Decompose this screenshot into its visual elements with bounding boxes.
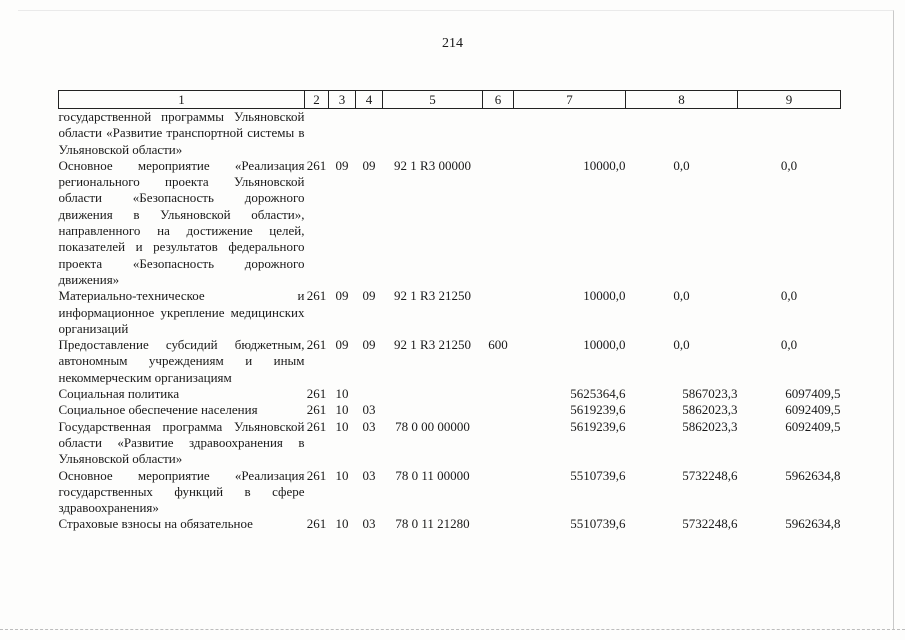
- cell-col4: 09: [362, 337, 376, 353]
- column-header: 4: [356, 91, 383, 109]
- cell-col2: 261: [306, 288, 327, 304]
- row-name: Основное мероприятие «Реализация государственных функций в сфере здравоохранения»: [58, 467, 305, 516]
- page-number: 214: [442, 36, 463, 51]
- cell-col9: 5962634,8: [785, 467, 841, 483]
- cell-col7: 10000,0: [583, 157, 626, 173]
- table-row: [59, 386, 841, 402]
- cell-col7: 5619239,6: [570, 402, 626, 418]
- cell-col6: 600: [488, 337, 508, 353]
- cell-col9: 5962634,8: [785, 516, 841, 532]
- cell-col9: [738, 109, 841, 158]
- cell-col2: 261: [306, 418, 327, 434]
- table-row: [59, 468, 841, 517]
- table-row: [59, 419, 841, 468]
- cell-col9: 6097409,5: [785, 386, 841, 402]
- cell-col2: 261: [306, 337, 327, 353]
- cell-col8: 0,0: [673, 288, 690, 304]
- cell-col4: 09: [362, 157, 376, 173]
- cell-col8: 5732248,6: [682, 467, 738, 483]
- cell-col2: 261: [306, 386, 327, 402]
- table-row: [59, 337, 841, 386]
- row-name: Социальная политика: [58, 386, 180, 402]
- cell-col9: 0,0: [780, 288, 798, 304]
- row-name: Социальное обеспечение населения: [58, 402, 258, 418]
- cell-col7: 5619239,6: [570, 418, 626, 434]
- table-row: [59, 288, 841, 337]
- cell-col2: 261: [306, 402, 327, 418]
- table-header-row: [59, 91, 841, 109]
- column-header: 3: [329, 91, 356, 109]
- cell-col4: [356, 109, 383, 158]
- cell-col6: [483, 288, 514, 337]
- cell-col2: 261: [306, 157, 327, 173]
- column-header: 7: [514, 91, 626, 109]
- table-row: [59, 516, 841, 532]
- cell-col6: [483, 402, 514, 418]
- cell-col5: 92 1 R3 21250: [394, 337, 471, 353]
- cell-col2: 261: [306, 467, 327, 483]
- cell-col6: [483, 158, 514, 288]
- table-row: [59, 109, 841, 158]
- cell-col7: 5510739,6: [570, 516, 626, 532]
- cell-col7: 5510739,6: [570, 467, 626, 483]
- cell-col2: [305, 109, 329, 158]
- cell-col6: [483, 419, 514, 468]
- table-row: [59, 158, 841, 288]
- cell-col6: [483, 109, 514, 158]
- cell-col5: [383, 109, 483, 158]
- cell-col5: 78 0 11 21280: [395, 516, 470, 532]
- cell-col8: 5732248,6: [682, 516, 738, 532]
- cell-col4: 03: [362, 418, 376, 434]
- cell-col9: 0,0: [780, 337, 798, 353]
- cell-col5: 92 1 R3 21250: [394, 288, 471, 304]
- cell-col5: [383, 402, 483, 418]
- cell-col5: 78 0 11 00000: [395, 467, 470, 483]
- cell-col6: [483, 468, 514, 517]
- cell-col4: 03: [362, 516, 376, 532]
- column-header: 5: [383, 91, 483, 109]
- cell-col3: 09: [335, 157, 349, 173]
- row-name: Государственная программа Ульяновской области «Развитие здравоохранения в Ульяновской области»: [58, 418, 305, 467]
- cell-col3: 09: [335, 337, 349, 353]
- cell-col4: 03: [362, 402, 376, 418]
- scan-edge-line: [0, 629, 905, 630]
- cell-col3: 10: [335, 467, 349, 483]
- cell-col7: [514, 109, 626, 158]
- cell-col2: 261: [306, 516, 327, 532]
- column-header: 2: [305, 91, 329, 109]
- row-name: Основное мероприятие «Реализация регионального проекта Ульяновской области «Безопасность дорожного движения в Ульяновской области», направленного на достижение целей, показателей и результатов федерального проекта «Безопасность дорожного движения»: [58, 157, 305, 287]
- cell-col7: 5625364,6: [570, 386, 626, 402]
- cell-col5: 78 0 00 00000: [395, 418, 470, 434]
- table-row: [59, 402, 841, 418]
- row-name: Предоставление субсидий бюджетным, автономным учреждениям и иным некоммерческим организациям: [58, 337, 305, 385]
- cell-col9: 6092409,5: [785, 418, 841, 434]
- cell-col9: 0,0: [780, 157, 798, 173]
- column-header: 8: [626, 91, 738, 109]
- cell-col8: [626, 109, 738, 158]
- cell-col6: [483, 386, 514, 402]
- cell-col3: 09: [335, 288, 349, 304]
- row-name: Материально-техническое и информационное укрепление медицинских организаций: [58, 288, 305, 336]
- cell-col4: [356, 386, 383, 402]
- column-header: 6: [483, 91, 514, 109]
- cell-col8: 0,0: [673, 337, 690, 353]
- cell-col9: 6092409,5: [785, 402, 841, 418]
- cell-col4: 03: [362, 467, 376, 483]
- cell-col5: 92 1 R3 00000: [394, 157, 471, 173]
- cell-col8: 5867023,3: [682, 386, 738, 402]
- cell-col3: [329, 109, 356, 158]
- cell-col3: 10: [335, 516, 349, 532]
- cell-col8: 0,0: [673, 157, 690, 173]
- row-name: Страховые взносы на обязательное: [58, 516, 253, 532]
- cell-col7: 10000,0: [583, 337, 626, 353]
- column-header: 9: [738, 91, 841, 109]
- row-name: государственной программы Ульяновской области «Развитие транспортной системы в Ульяновской области»: [58, 109, 305, 157]
- cell-col7: 10000,0: [583, 288, 626, 304]
- cell-col8: 5862023,3: [682, 402, 738, 418]
- cell-col3: 10: [335, 386, 349, 402]
- column-header: 1: [59, 91, 305, 109]
- cell-col5: [383, 386, 483, 402]
- cell-col3: 10: [335, 418, 349, 434]
- cell-col4: 09: [362, 288, 376, 304]
- cell-col6: [483, 516, 514, 532]
- cell-col3: 10: [335, 402, 349, 418]
- cell-col8: 5862023,3: [682, 418, 738, 434]
- budget-table: [58, 90, 841, 533]
